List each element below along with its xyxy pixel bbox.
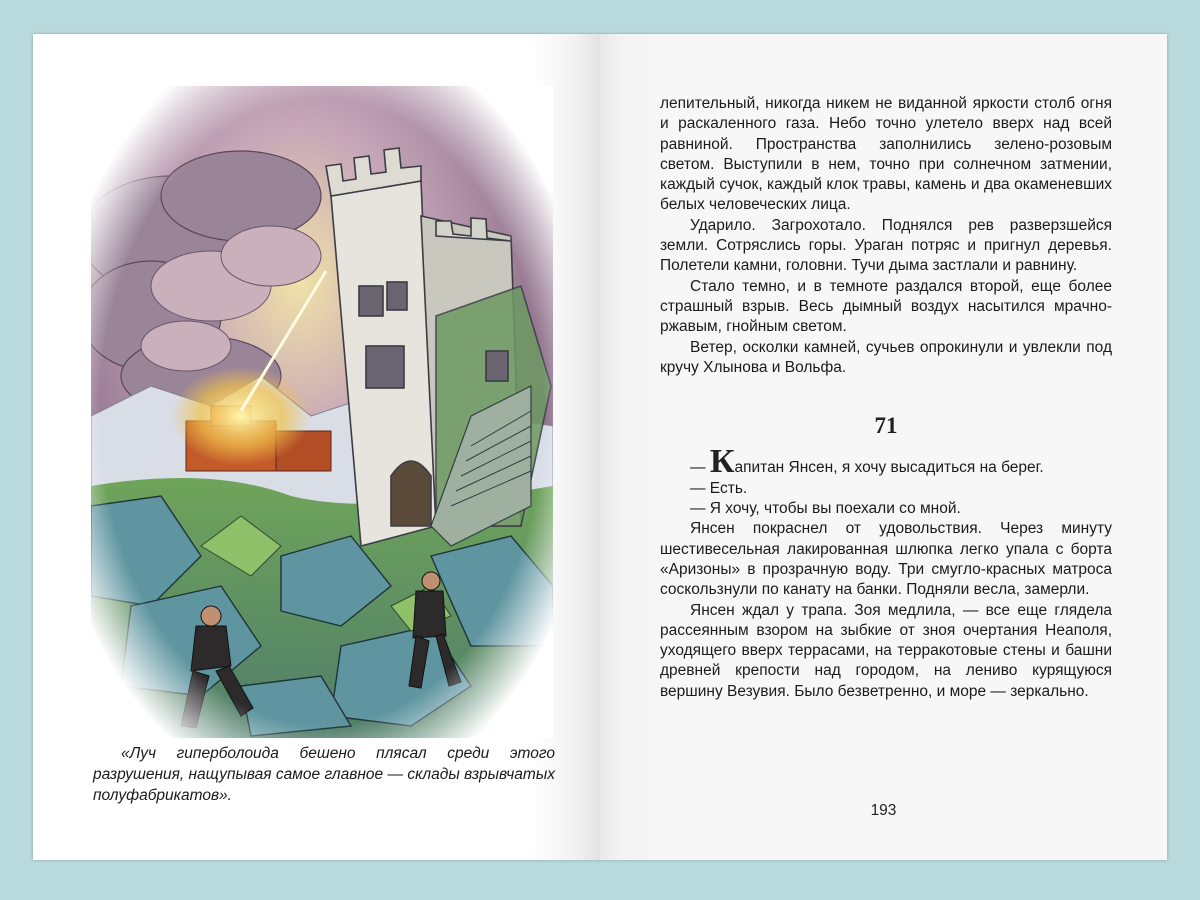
body-text [660, 94, 1112, 702]
dialogue-line-rest: апитан Янсен, я хочу высадиться на берег. [734, 459, 1044, 477]
paragraph: Ветер, осколки камней, сучьев опрокинули и увлекли под кручу Хлынова и Вольфа. [660, 338, 1112, 376]
dialogue-line [660, 443, 1112, 481]
illustration-caption [93, 743, 555, 806]
paragraph: Ударило. Загрохотало. Поднялся рев разверзшейся земли. Сотряслись горы. Ураган потряс и пригнул деревья. Полетели камни, головни. Тучи дыма застлали и равнину. [660, 216, 1112, 275]
dialogue-line: — Есть. [690, 479, 748, 497]
castle-explosion-illustration-icon [91, 86, 553, 738]
book-spread [33, 34, 1167, 860]
paragraph: лепительный, никогда никем не виданной яркости столб огня и раскаленного газа. Небо точно улетело вверх над всей равниной. Пространства заполнились зелено-розовым светом. Выступили в нем, точно при солнечном затмении, каждый сучок, каждый клок травы, камень и два окаменевших белых человеческих лица. [660, 95, 1112, 214]
dialogue-dash: — [690, 459, 710, 477]
left-page [33, 34, 600, 860]
paragraph: Стало темно, и в темноте раздался второй, еще более страшный взрыв. Весь дымный воздух насытился мрачно-ржавым, гнойным светом. [660, 277, 1112, 336]
drop-cap: К [709, 443, 735, 481]
dialogue-line: — Я хочу, чтобы вы поехали со мной. [690, 500, 961, 518]
caption-text: «Луч гиперболоида бешено плясал среди этого разрушения, нащупывая самое главное — склады взрывчатых полуфабрикатов». [93, 745, 555, 804]
page-number: 193 [870, 802, 897, 819]
chapter-number: 71 [874, 413, 898, 439]
paragraph: Янсен ждал у трапа. Зоя медлила, — все еще глядела рассеянным взором на зыбкие от зноя очертания Неаполя, уходящего вверх террасами, на терракотовые стены и башни древней крепости над городом, на лениво курящуюся вершину Везувия. Было безветренно, и море — зеркально. [660, 601, 1112, 700]
right-page [600, 34, 1167, 860]
paragraph: Янсен покраснел от удовольствия. Через минуту шестивесельная лакированная шлюпка легко упала с борта «Аризоны» в прозрачную воду. Три смугло-красных матроса соскользнули по канату на банки. Подняли весла, замерли. [660, 520, 1112, 599]
